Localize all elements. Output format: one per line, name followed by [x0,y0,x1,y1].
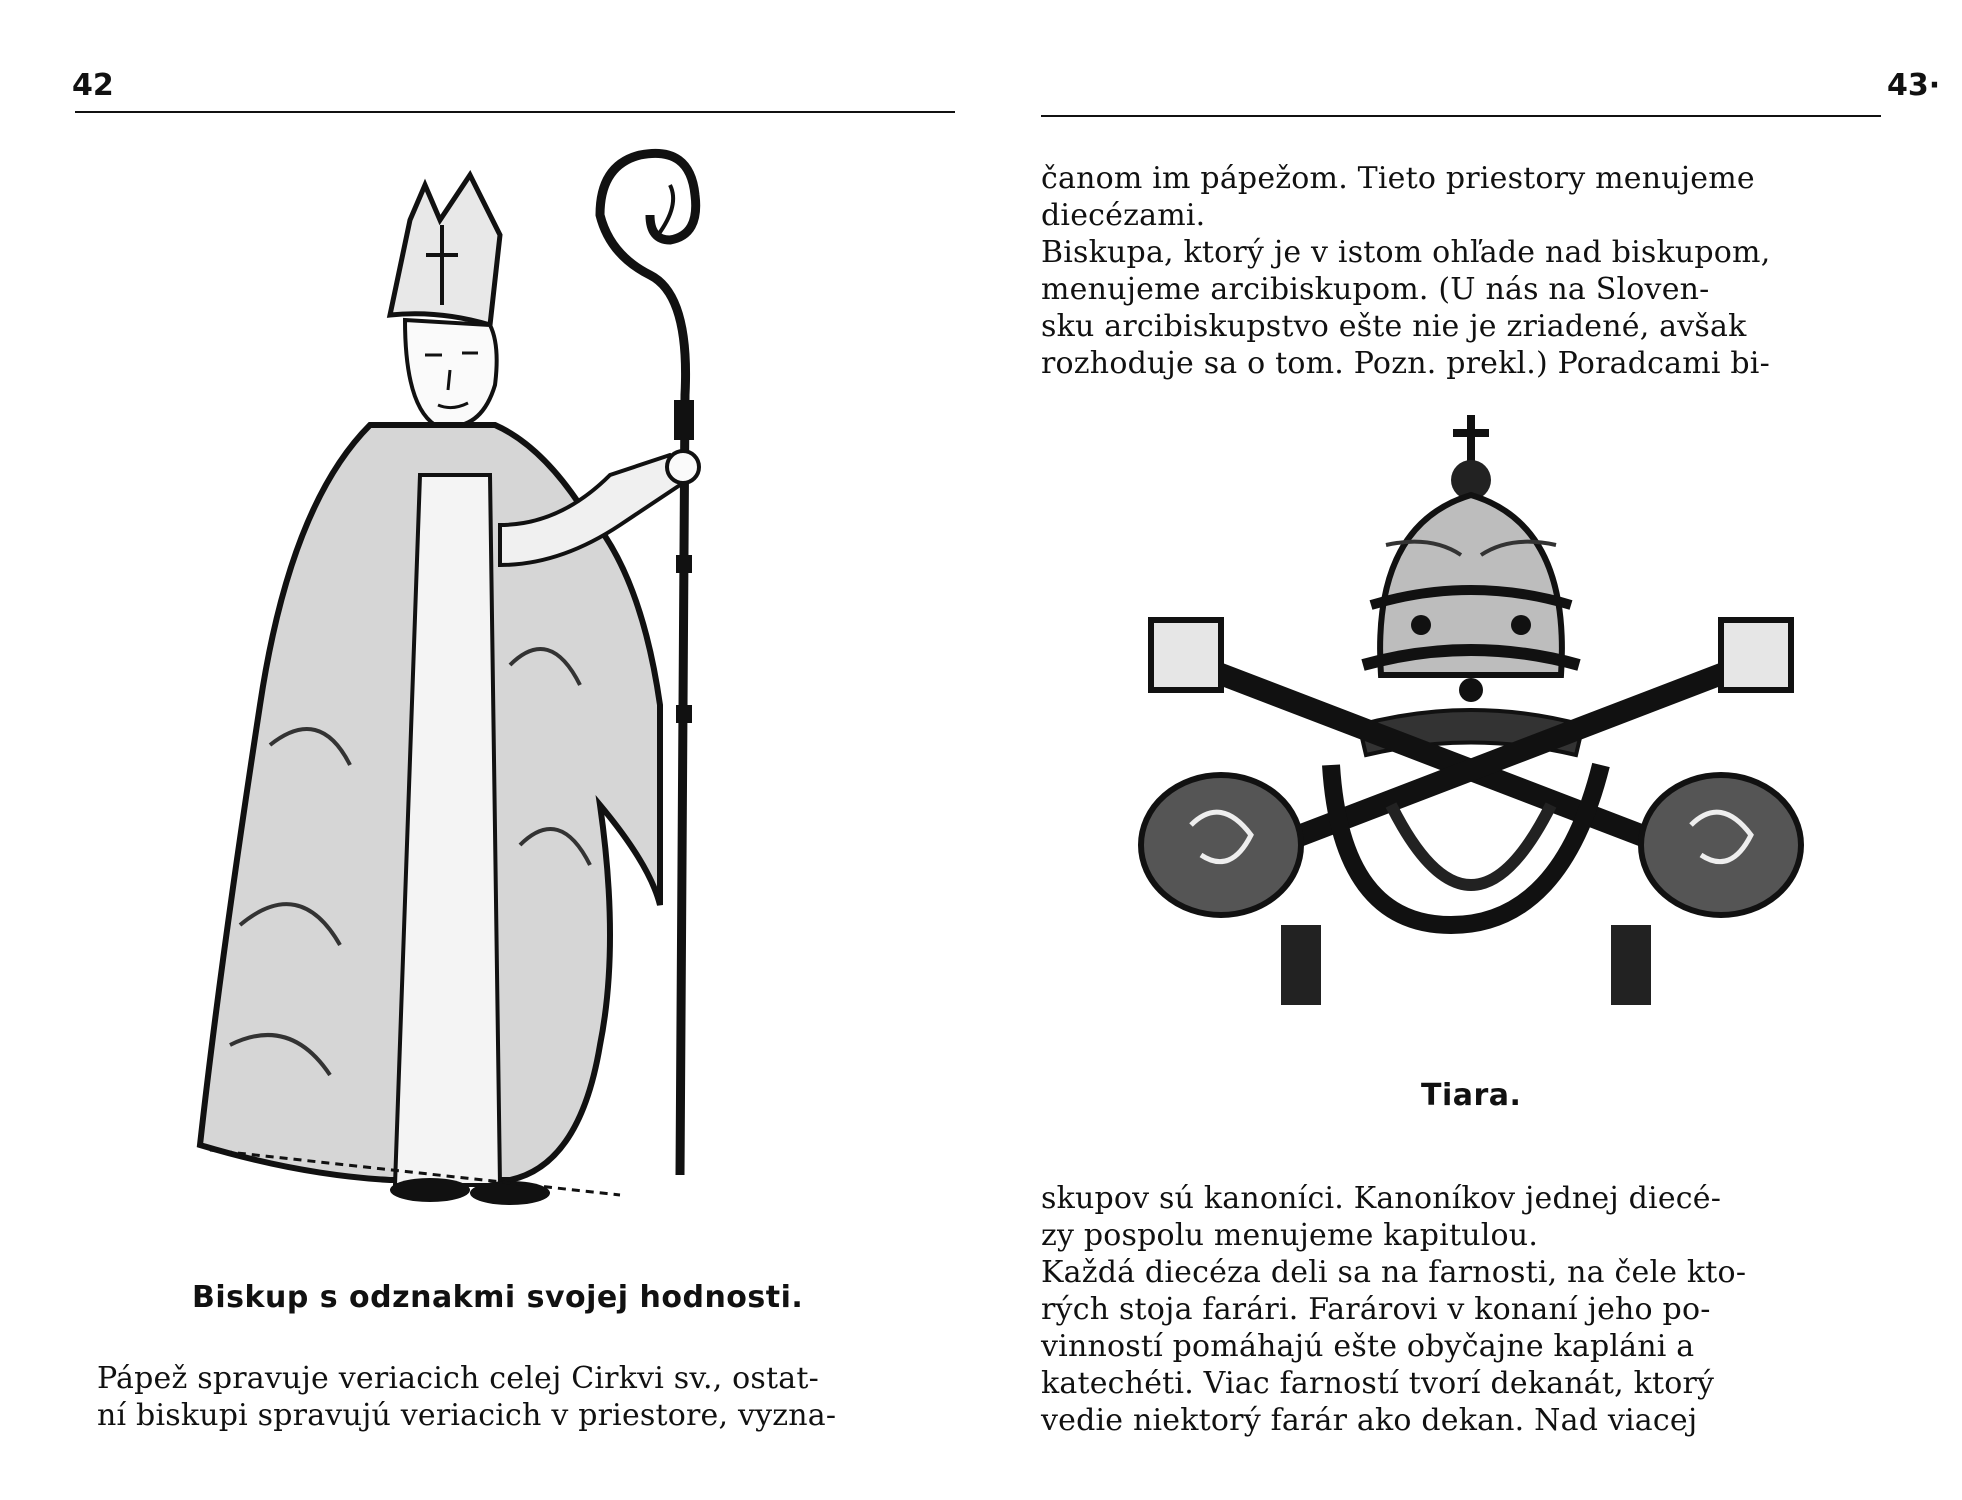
text-line: sku arcibiskupstvo ešte nie je zriadené, avšak [1041,309,1747,344]
text-line: vinností pomáhajú ešte obyčajne kapláni a [1041,1329,1695,1364]
text-line: katechéti. Viac farností tvorí dekanát, ktorý [1041,1366,1715,1401]
body-text-bottom [1041,1180,1912,1439]
papal-tiara-with-keys-icon [1131,405,1811,1045]
text-line: skupov sú kanoníci. Kanoníkov jednej diecé- [1041,1181,1722,1216]
bishop-illustration [180,145,820,1230]
right-page [981,0,1962,1500]
text-line: Biskupa, ktorý je v istom ohľade nad biskupom, [1041,235,1771,270]
bishop-with-crozier-icon [180,145,820,1230]
body-text-top [1041,160,1912,382]
text-line: rých stoja farári. Farárovi v konaní jeho po- [1041,1292,1711,1327]
body-text [97,1360,955,1434]
text-line: vedie niektorý farár ako dekan. Nad viacej [1041,1403,1698,1438]
figure-caption: Tiara. [1421,1078,1522,1113]
header-rule [75,111,955,113]
text-line: diecézami. [1041,198,1206,233]
text-line: Pápež spravuje veriacich celej Cirkvi sv., ostat- [97,1361,819,1396]
header-rule [1041,115,1881,117]
page-number: 43· [1887,68,1941,103]
text-line: čanom im pápežom. Tieto priestory menujeme [1041,161,1755,196]
text-line: ní biskupi spravujú veriacich v priestore, vyzna- [97,1398,837,1433]
text-line: Každá diecéza deli sa na farnosti, na čele kto- [1041,1255,1747,1290]
text-line: rozhoduje sa o tom. Pozn. prekl.) Poradcami bi- [1041,346,1770,381]
tiara-illustration [1131,405,1811,1045]
text-line: menujeme arcibiskupom. (U nás na Sloven- [1041,272,1710,307]
page-number: 42 [72,68,114,103]
text-line: zy pospolu menujeme kapitulou. [1041,1218,1539,1253]
figure-caption: Biskup s odznakmi svojej hodnosti. [192,1280,804,1315]
